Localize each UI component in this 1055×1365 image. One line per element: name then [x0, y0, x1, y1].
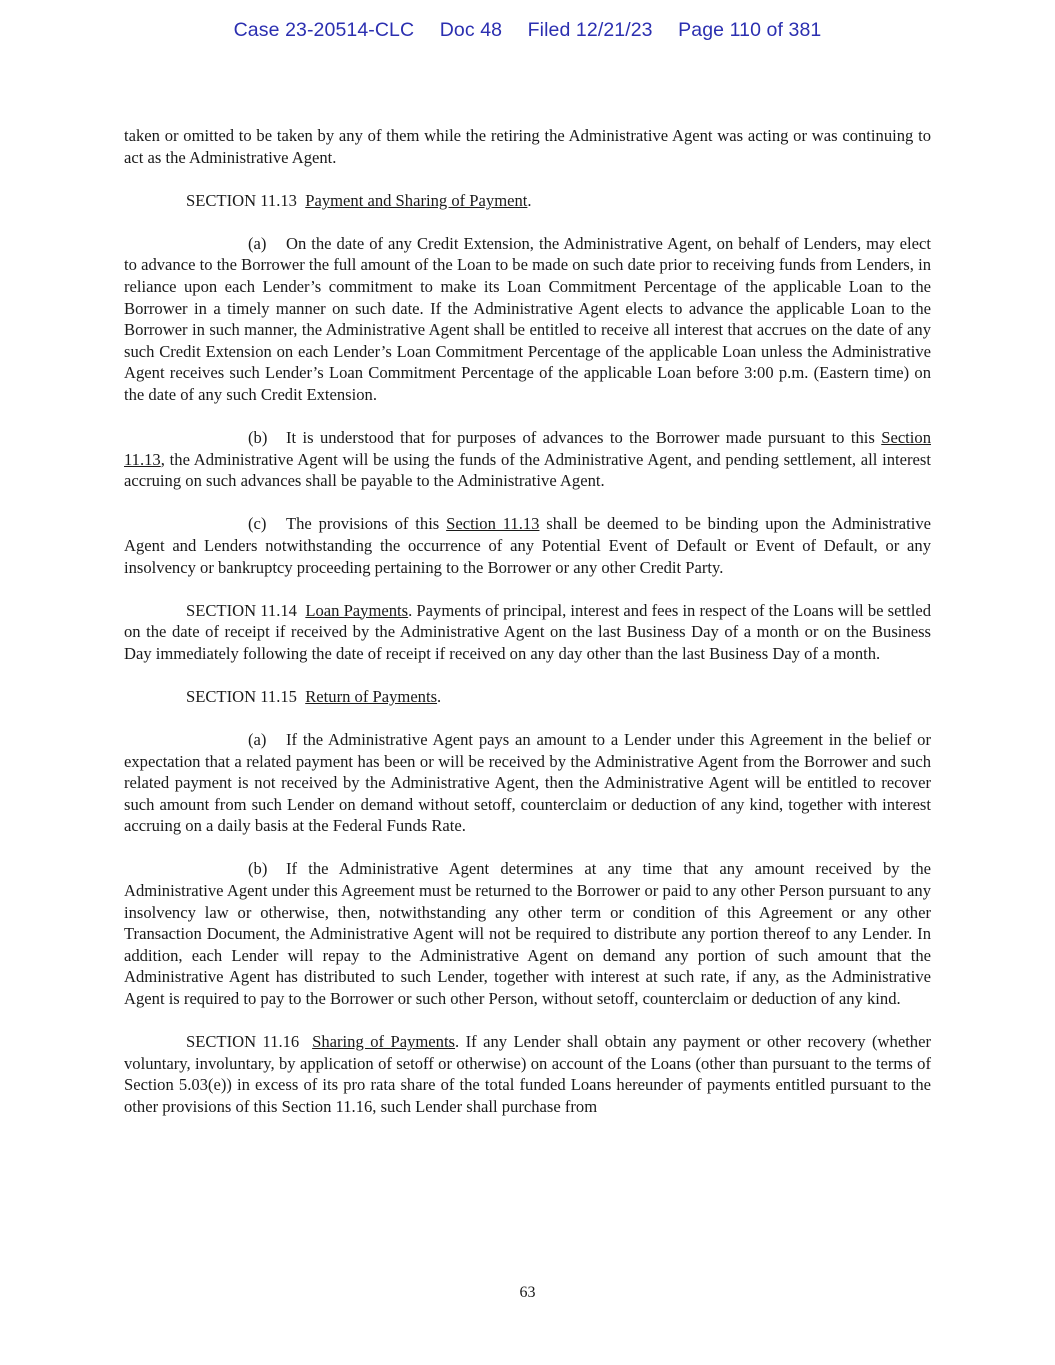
- clause-label: (a): [248, 729, 267, 749]
- section-title: Sharing of Payments: [312, 1032, 456, 1052]
- section-title: Return of Payments: [305, 686, 438, 706]
- section-11-14: SECTION 11.14 Loan Payments. Payments of principal, interest and fees in respect of the Loans will be settled on the date of receipt if received by the Administrative Agent on the last Business Day of a month or on the Business Day immediately following the date of receipt if received on any day other than the last Business Day of a month.: [124, 600, 931, 663]
- section-reference: Section 11.13: [446, 514, 540, 534]
- clause-label: (c): [248, 514, 267, 534]
- clause-label: (a): [248, 233, 267, 253]
- doc-number: Doc 48: [439, 19, 503, 41]
- clause-label: (b): [248, 428, 268, 448]
- document-body: [124, 125, 931, 1139]
- section-title: Payment and Sharing of Payment: [305, 190, 528, 210]
- paragraph-11-13-b: (b) It is understood that for purposes of advances to the Borrower made pursuant to this Section 11.13, the Administrative Agent will be using the funds of the Administrative Agent, and pending settlement, all interest accruing on such advances shall be payable to the Administrative Agent.: [124, 428, 931, 491]
- continued-paragraph: taken or omitted to be taken by any of them while the retiring the Administrative Agent was acting or was continuing to act as the Administrative Agent.: [124, 126, 931, 167]
- page-count: Page 110 of 381: [678, 19, 822, 41]
- section-11-13-heading: SECTION 11.13 Payment and Sharing of Payment.: [186, 190, 532, 210]
- filed-date: Filed 12/21/23: [527, 19, 653, 41]
- paragraph-11-15-a: (a) If the Administrative Agent pays an amount to a Lender under this Agreement in the belief or expectation that a related payment has been or will be received by the Administrative Agent from the Borrower and such related payment is not received by the Administrative Agent, then the Administrative Agent will be entitled to recover such amount from such Lender on demand without setoff, counterclaim or deduction of any kind, together with interest accruing on a daily basis at the Federal Funds Rate.: [124, 729, 931, 836]
- section-reference: Section 11.13: [124, 428, 931, 469]
- page-number: 63: [519, 1284, 536, 1301]
- section-number: SECTION 11.14: [186, 600, 297, 620]
- section-11-15-heading: SECTION 11.15 Return of Payments.: [186, 686, 442, 706]
- section-number: SECTION 11.15: [186, 686, 297, 706]
- paragraph-11-13-a: (a) On the date of any Credit Extension, the Administrative Agent, on behalf of Lenders, may elect to advance to the Borrower the full amount of the Loan to be made on such date prior to receiving funds from Lenders, in reliance upon each Lender’s commitment to make its Loan Commitment Percentage of the applicable Loan to the Borrower in a timely manner on such date. If the Administrative Agent elects to advance the applicable Loan to the Borrower in such manner, the Administrative Agent shall be entitled to receive all interest that accrues on the date of any such Credit Extension on each Lender’s Loan Commitment Percentage of the applicable Loan unless the Administrative Agent receives such Lender’s Loan Commitment Percentage of the applicable Loan before 3:00 p.m. (Eastern time) on the date of any such Credit Extension.: [124, 233, 931, 404]
- section-title: Loan Payments: [305, 600, 409, 620]
- paragraph-11-13-c: (c) The provisions of this Section 11.13 shall be deemed to be binding upon the Administrative Agent and Lenders notwithstanding the occurrence of any Potential Event of Default or Event of Default, or any insolvency or bankruptcy proceeding pertaining to the Borrower or any other Credit Party.: [124, 514, 931, 577]
- clause-label: (b): [248, 859, 268, 879]
- section-number: SECTION 11.13: [186, 190, 297, 210]
- case-header: [0, 19, 1055, 42]
- section-number: SECTION 11.16: [186, 1032, 300, 1052]
- section-11-16: SECTION 11.16 Sharing of Payments. If any Lender shall obtain any payment or other recovery (whether voluntary, involuntary, by application of setoff or otherwise) on account of the Loans (other than pursuant to the terms of Section 5.03(e)) in excess of its pro rata share of the total funded Loans hereunder of payments entitled pursuant to the other provisions of this Section 11.16, such Lender shall purchase from: [124, 1032, 931, 1116]
- paragraph-11-15-b: (b) If the Administrative Agent determines at any time that any amount received by the Administrative Agent under this Agreement must be returned to the Borrower or paid to any other Person pursuant to any insolvency law or otherwise, then, notwithstanding any other term or condition of this Agreement or any other Transaction Document, the Administrative Agent will not be required to distribute any portion thereof to any Lender. In addition, each Lender will repay to the Administrative Agent on demand any portion of such amount that the Administrative Agent has distributed to such Lender, together with interest at such rate, if any, as the Administrative Agent is required to pay to the Borrower or such other Person, without setoff, counterclaim or deduction of any kind.: [124, 859, 931, 1008]
- case-number: Case 23-20514-CLC: [233, 19, 415, 41]
